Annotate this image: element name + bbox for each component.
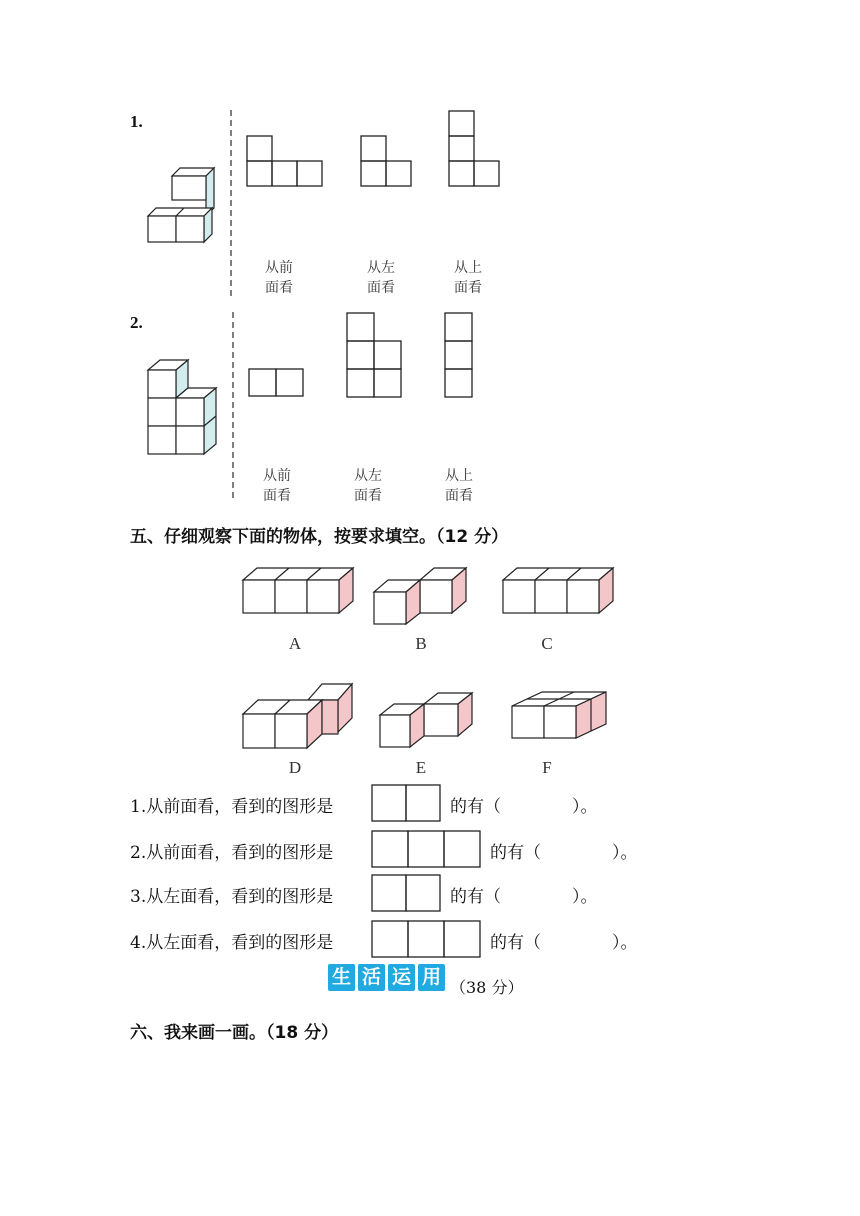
- fill-item-2-suffix: 的有（: [490, 843, 541, 863]
- figure-f-label: F: [542, 758, 552, 777]
- fill-item-4-shape-3-squares: [371, 920, 481, 960]
- fill-item-3-suffix: 的有（: [450, 887, 501, 907]
- figure-f-solid: [510, 690, 610, 750]
- fill-item-3-prefix: 3.从左面看，看到的图形是: [130, 887, 334, 907]
- question-1-left-view-grid: [360, 135, 415, 190]
- life-use-badge-char-2: 活: [358, 964, 385, 991]
- fill-item-1-answer-blank[interactable]: [520, 792, 580, 814]
- life-use-badge-char-1: 生: [328, 964, 355, 991]
- question-2-top-view-label: 从上 面看: [445, 468, 473, 504]
- section-6-title: 六、我来画一画。（18 分）: [130, 1023, 339, 1043]
- question-2-front-view-grid: [248, 368, 308, 400]
- question-2-number: 2.: [130, 313, 143, 332]
- figure-a-solid: [242, 566, 362, 616]
- life-use-badge: [328, 964, 448, 991]
- figure-b-solid: [372, 560, 472, 624]
- fill-item-4: [130, 928, 333, 953]
- fill-item-4-prefix: 4.从左面看，看到的图形是: [130, 933, 334, 953]
- fill-item-4-answer-blank[interactable]: [560, 928, 610, 950]
- figure-d-label: D: [288, 758, 302, 777]
- fill-item-1-shape-2-squares: [371, 784, 443, 824]
- question-2-left-view-label: 从左 面看: [354, 468, 382, 504]
- fill-item-4-close: ）。: [612, 933, 638, 953]
- question-1-divider: [229, 110, 233, 300]
- fill-item-3: [130, 882, 333, 907]
- question-1-top-view-label: 从上 面看: [454, 260, 482, 296]
- life-use-badge-char-3: 运: [388, 964, 415, 991]
- figure-c-solid: [502, 566, 622, 616]
- question-1-top-view-grid: [448, 110, 503, 190]
- question-2-left-view-grid: [346, 312, 406, 400]
- figure-b-label: B: [415, 634, 427, 653]
- question-1-number: 1.: [130, 112, 143, 131]
- figure-c-label: C: [541, 634, 553, 653]
- question-1-left-view-label: 从左 面看: [367, 260, 395, 296]
- section-5-title: 五、仔细观察下面的物体，按要求填空。（12 分）: [130, 527, 509, 547]
- fill-item-2-answer-blank[interactable]: [560, 838, 610, 860]
- question-2-top-view-grid: [444, 312, 476, 400]
- fill-item-1-close: ）。: [572, 797, 598, 817]
- question-1-solid: [146, 166, 216, 246]
- figure-d-solid: [242, 680, 362, 750]
- fill-item-2-prefix: 2.从前面看，看到的图形是: [130, 843, 334, 863]
- figure-e-solid: [378, 690, 478, 750]
- question-2-front-view-label: 从前 面看: [263, 468, 291, 504]
- fill-item-3-answer-blank[interactable]: [520, 882, 580, 904]
- figure-e-label: E: [415, 758, 427, 777]
- life-use-badge-char-4: 用: [418, 964, 445, 991]
- question-1-front-view-label: 从前 面看: [265, 260, 293, 296]
- fill-item-3-shape-2-squares: [371, 874, 443, 914]
- fill-item-4-suffix: 的有（: [490, 933, 541, 953]
- question-2-divider: [231, 312, 235, 502]
- question-2-solid: [146, 358, 226, 458]
- fill-item-1-prefix: 1.从前面看，看到的图形是: [130, 797, 334, 817]
- fill-item-3-close: ）。: [572, 887, 598, 907]
- life-use-score: （38 分）: [450, 978, 524, 997]
- question-1-front-view-grid: [246, 135, 326, 190]
- fill-item-2-close: ）。: [612, 843, 638, 863]
- fill-item-2-shape-3-squares: [371, 830, 481, 870]
- fill-item-1-suffix: 的有（: [450, 797, 501, 817]
- fill-item-2: [130, 838, 333, 863]
- fill-item-1: [130, 792, 333, 817]
- figure-a-label: A: [288, 634, 302, 653]
